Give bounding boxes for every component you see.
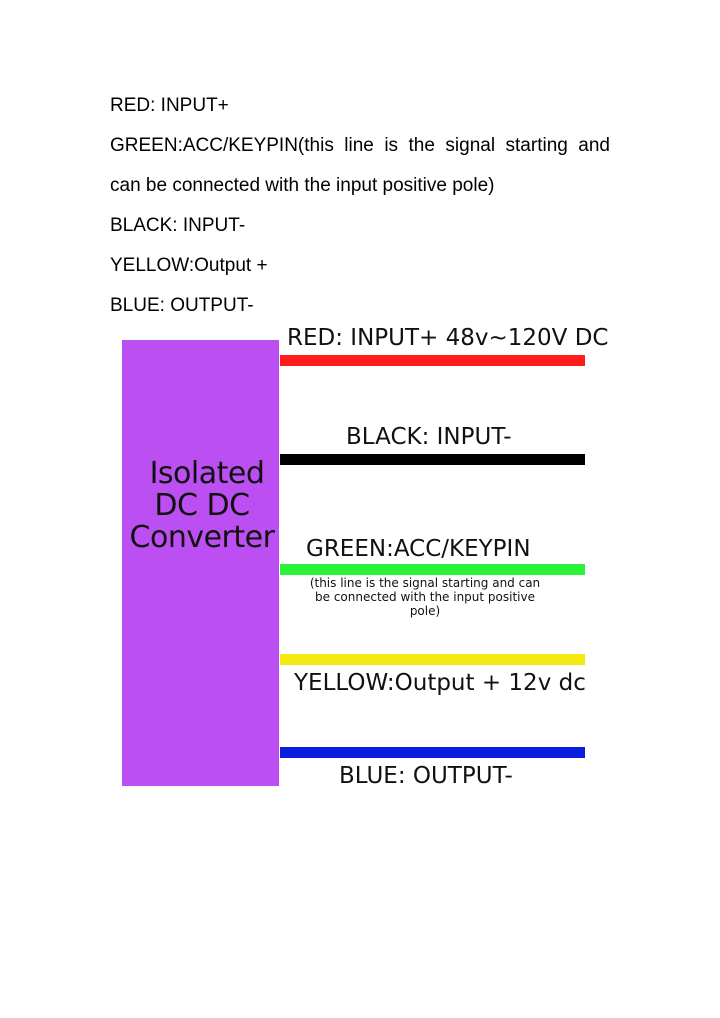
converter-label-line1: Isolated bbox=[149, 456, 265, 491]
text-black-line: BLACK: INPUT- bbox=[110, 215, 246, 236]
converter-label-line3: Converter bbox=[129, 520, 275, 555]
text-yellow-line: YELLOW:Output + bbox=[110, 255, 268, 276]
red-wire-label: RED: INPUT+ 48v~120V DC bbox=[287, 325, 609, 351]
blue-wire-label: BLUE: OUTPUT- bbox=[339, 763, 513, 789]
text-green-line-2: can be connected with the input positive pole) bbox=[110, 175, 495, 196]
text-blue-line: BLUE: OUTPUT- bbox=[110, 295, 254, 316]
green-wire bbox=[280, 564, 585, 575]
blue-wire bbox=[280, 747, 585, 758]
converter-box bbox=[122, 340, 279, 786]
black-wire bbox=[280, 454, 585, 465]
red-wire bbox=[280, 355, 585, 366]
yellow-wire-label: YELLOW:Output + 12v dc bbox=[294, 670, 586, 696]
text-red-line: RED: INPUT+ bbox=[110, 95, 229, 116]
green-wire-label: GREEN:ACC/KEYPIN bbox=[306, 536, 531, 562]
text-green-line-1: GREEN:ACC/KEYPIN(this line is the signal starting and bbox=[110, 135, 610, 156]
green-wire-note: (this line is the signal starting and can be connected with the input positive pole) bbox=[309, 576, 541, 618]
yellow-wire bbox=[280, 654, 585, 665]
converter-label-line2: DC DC bbox=[154, 488, 250, 523]
converter-label bbox=[126, 458, 278, 554]
black-wire-label: BLACK: INPUT- bbox=[346, 424, 512, 450]
